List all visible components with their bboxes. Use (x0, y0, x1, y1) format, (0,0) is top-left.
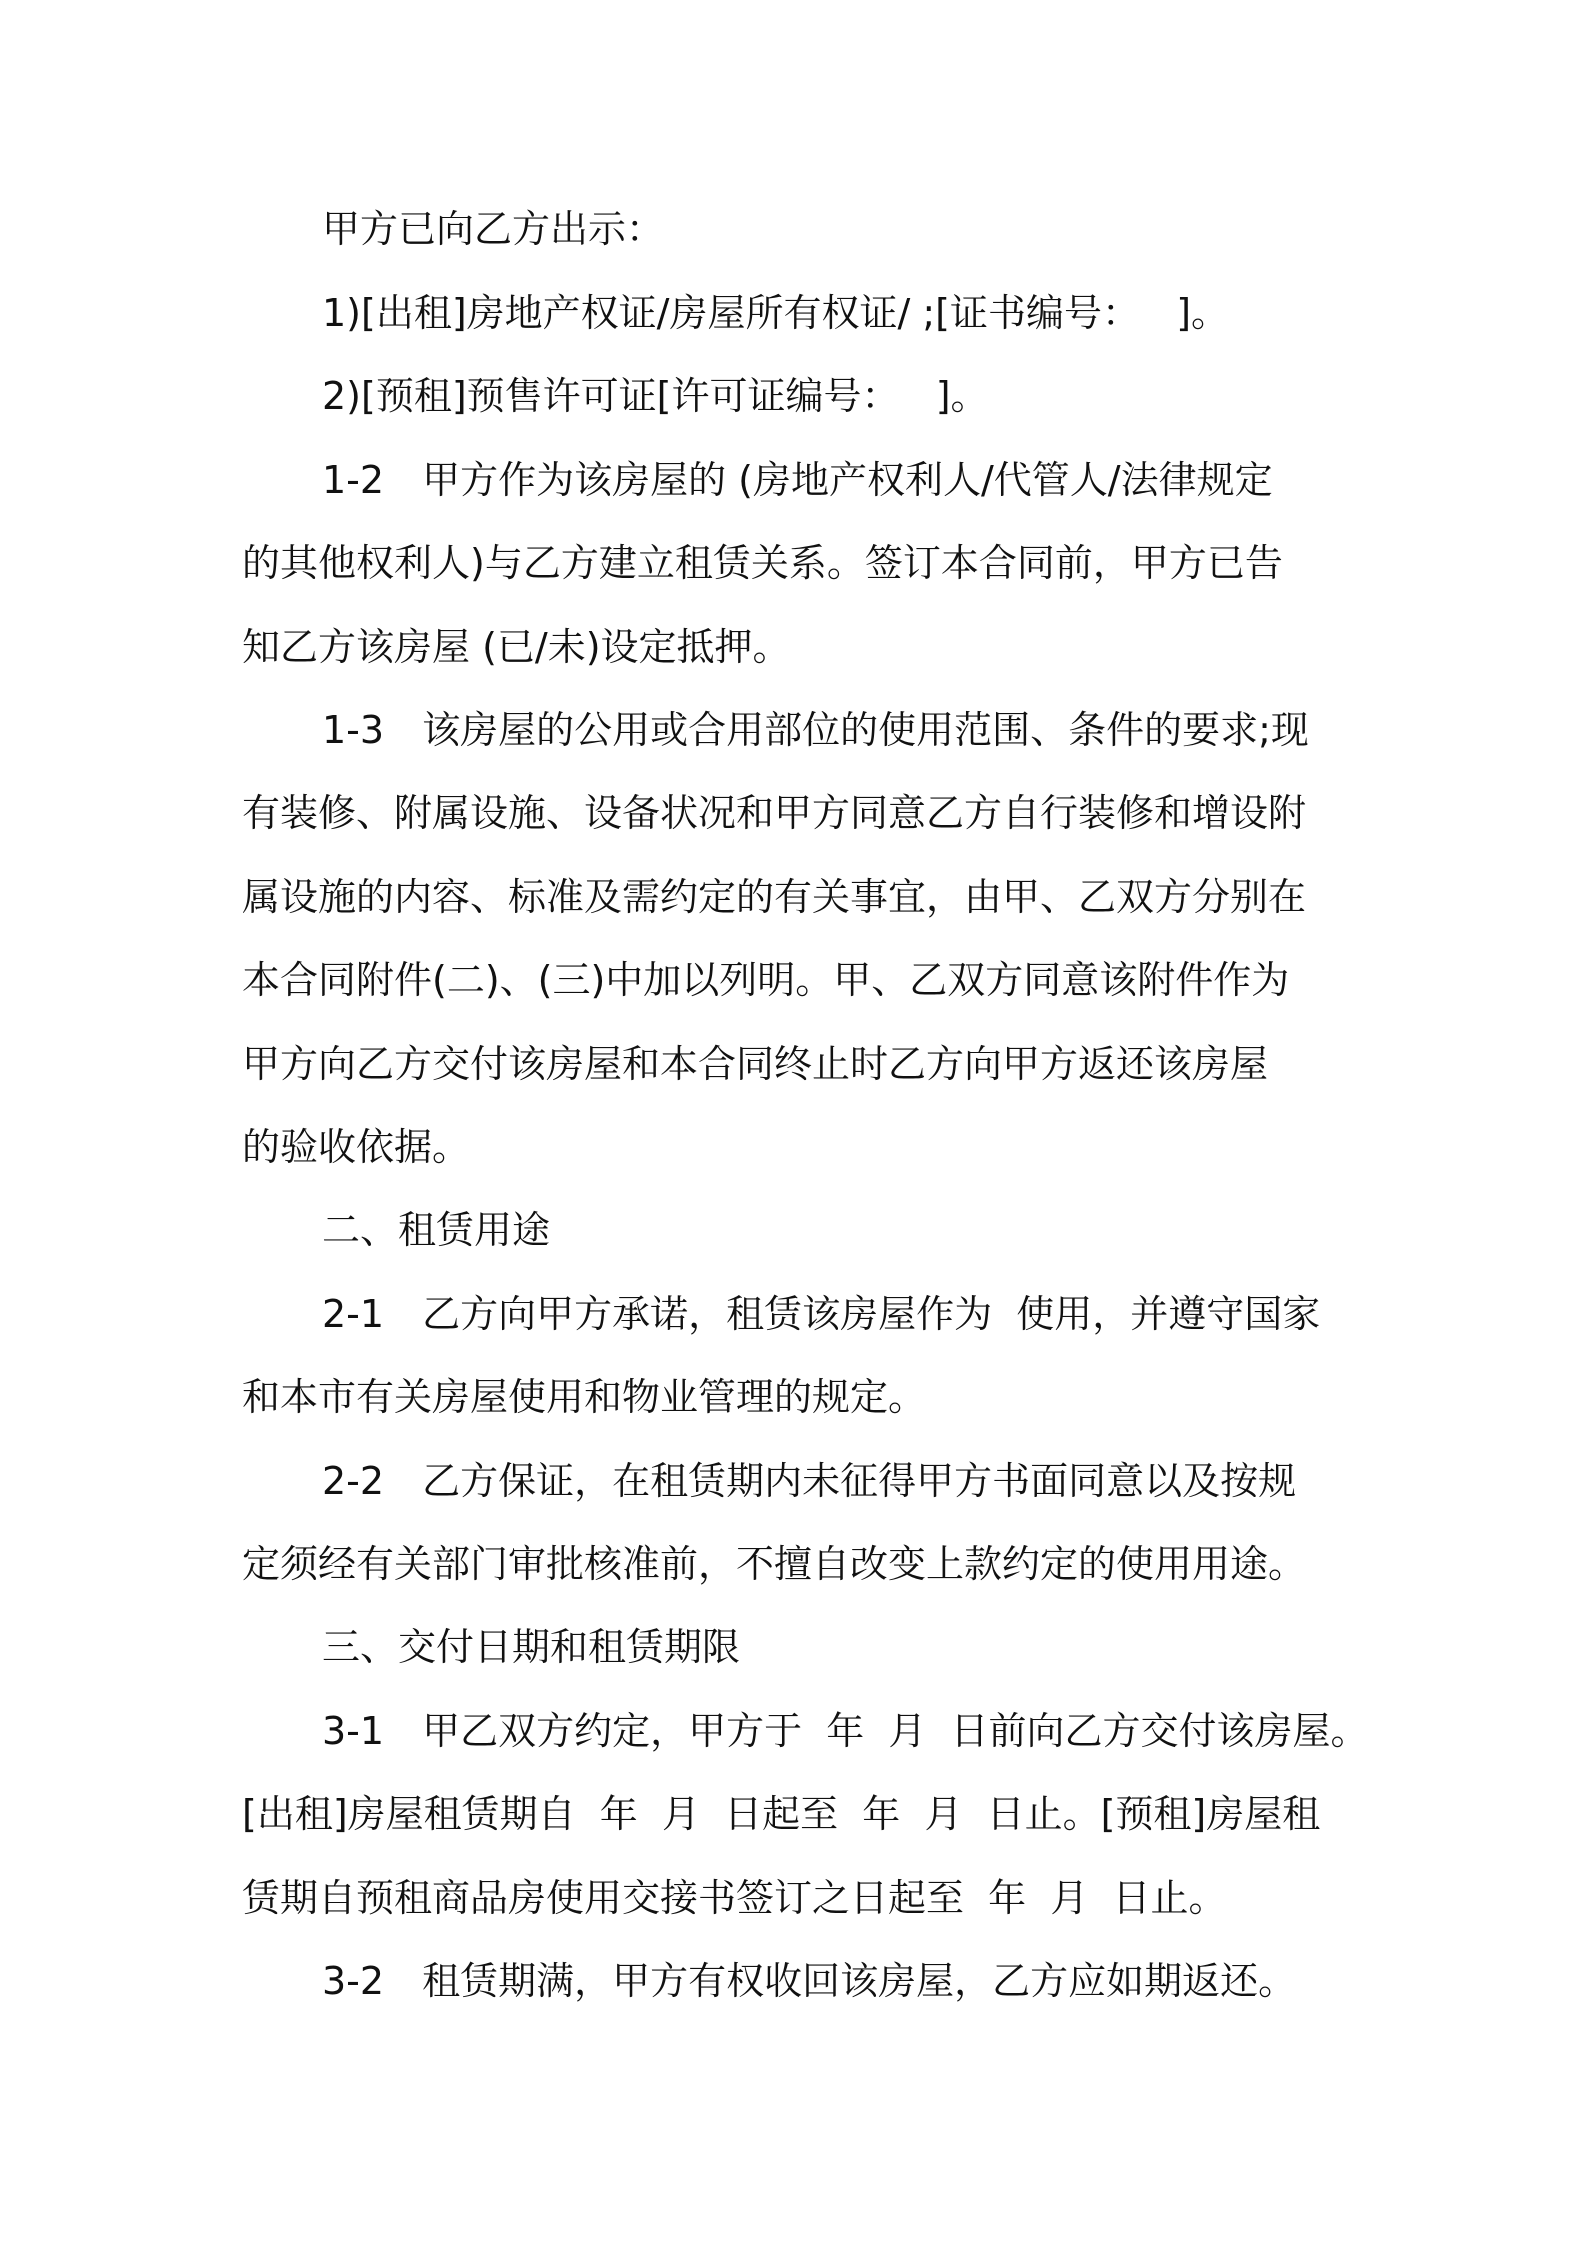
text-line: 赁期自预租商品房使用交接书签订之日起至 年 月 日止。 (242, 1876, 1227, 1920)
text-line: 属设施的内容、标准及需约定的有关事宜，由甲、乙双方分别在 (242, 875, 1307, 919)
text-line: 定须经有关部门审批核准前，不擅自改变上款约定的使用用途。 (242, 1542, 1307, 1586)
text-line: 3-2 租赁期满，甲方有权收回该房屋，乙方应如期返还。 (322, 1959, 1297, 2003)
text-line: 的其他权利人)与乙方建立租赁关系。签订本合同前，甲方已告 (242, 541, 1283, 585)
text-line: 有装修、附属设施、设备状况和甲方同意乙方自行装修和增设附 (242, 791, 1307, 835)
text-line: 2)[预租]预售许可证[许可证编号： ]。 (322, 374, 989, 418)
text-line: [出租]房屋租赁期自 年 月 日起至 年 月 日止。[预租]房屋租 (242, 1792, 1321, 1836)
text-line: 知乙方该房屋 (已/未)设定抵押。 (242, 625, 791, 669)
text-line: 1-3 该房屋的公用或合用部位的使用范围、条件的要求;现 (322, 708, 1309, 752)
text-line: 甲方向乙方交付该房屋和本合同终止时乙方向甲方返还该房屋 (242, 1042, 1269, 1086)
text-line: 2-1 乙方向甲方承诺，租赁该房屋作为 使用，并遵守国家 (322, 1292, 1321, 1336)
section-heading: 三、交付日期和租赁期限 (322, 1625, 741, 1669)
section-heading: 二、租赁用途 (322, 1208, 551, 1252)
text-line: 3-1 甲乙双方约定，甲方于 年 月 日前向乙方交付该房屋。 (322, 1709, 1369, 1753)
text-line: 2-2 乙方保证，在租赁期内未征得甲方书面同意以及按规 (322, 1459, 1297, 1503)
text-line: 1)[出租]房地产权证/房屋所有权证/ ;[证书编号： ]。 (322, 291, 1230, 335)
text-line: 和本市有关房屋使用和物业管理的规定。 (242, 1375, 927, 1419)
text-line: 的验收依据。 (242, 1125, 471, 1169)
text-line: 甲方已向乙方出示： (322, 207, 665, 251)
text-line: 1-2 甲方作为该房屋的 (房地产权利人/代管人/法律规定 (322, 458, 1273, 502)
text-line: 本合同附件(二)、(三)中加以列明。甲、乙双方同意该附件作为 (242, 958, 1290, 1002)
